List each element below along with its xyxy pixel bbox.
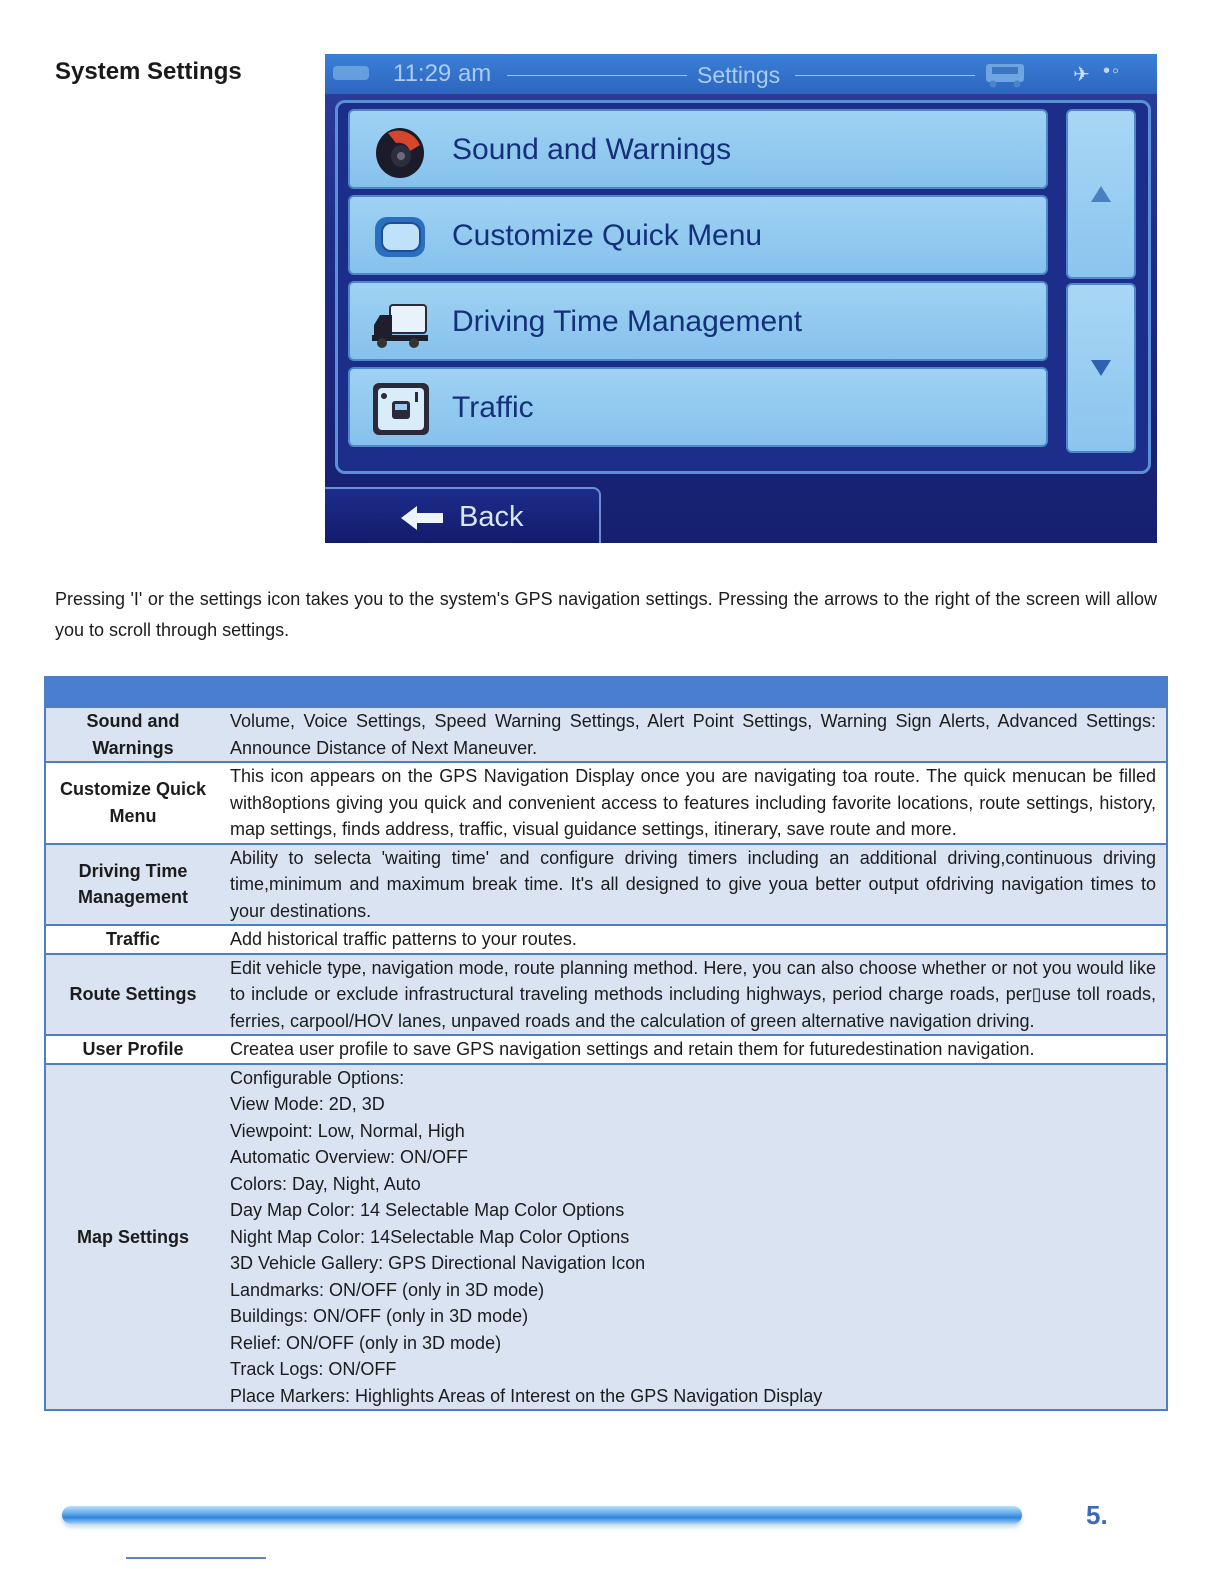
setting-description: Ability to selecta 'waiting time' and configure driving timers including an additional driving,continuous driving time,minimum and maximum break time. It's all designed to give youa better output ofdriving navigation times to your destinations. (220, 844, 1167, 926)
menu-item-label: Driving Time Management (452, 305, 803, 338)
menu-item-sound-warnings[interactable] (348, 109, 1048, 189)
map-option-line: Relief: ON/OFF (only in 3D mode) (230, 1332, 502, 1353)
table-header-row (45, 677, 1167, 707)
gps-settings-screenshot (325, 54, 1157, 543)
setting-name: Sound and Warnings (45, 707, 220, 762)
map-option-line: Day Map Color: 14 Selectable Map Color Options (230, 1200, 625, 1220)
battery-icon (333, 66, 369, 80)
map-option-line: Buildings: ON/OFF (only in 3D mode) (230, 1306, 529, 1326)
status-rule-left (507, 75, 687, 76)
menu-item-driving-time[interactable] (348, 281, 1048, 361)
status-rule-right (795, 75, 975, 76)
gps-status-bar (325, 54, 1157, 94)
traffic-icon (370, 381, 430, 437)
status-time: 11:29 am (393, 60, 492, 87)
settings-menu-panel (335, 100, 1151, 474)
arrow-up-icon (1089, 184, 1113, 204)
table-row (45, 707, 1167, 762)
setting-name: Route Settings (45, 954, 220, 1036)
setting-name: Map Settings (45, 1064, 220, 1411)
table-row (45, 1035, 1167, 1064)
table-row (45, 925, 1167, 954)
setting-name: User Profile (45, 1035, 220, 1064)
table-row (45, 844, 1167, 926)
menu-item-traffic[interactable] (348, 367, 1048, 447)
setting-description: Add historical traffic patterns to your routes. (220, 925, 1167, 954)
setting-description: Volume, Voice Settings, Speed Warning Settings, Alert Point Settings, Warning Sign Alerts, Advanced Settings: Announce Distance of Next Maneuver. (220, 707, 1167, 762)
map-option-line: Automatic Overview: ON/OFF (230, 1147, 469, 1167)
setting-name: Customize Quick Menu (45, 762, 220, 844)
map-option-line: Place Markers: Highlights Areas of Interest on the GPS Navigation Display (230, 1385, 823, 1406)
screen-title: Settings (697, 62, 781, 88)
map-option-line: Landmarks: ON/OFF (only in 3D mode) (230, 1279, 545, 1300)
menu-item-label: Sound and Warnings (452, 133, 732, 166)
back-arrow-icon (399, 505, 445, 531)
truck-icon (370, 295, 430, 351)
signal-icon: •◦ (1103, 60, 1122, 82)
settings-table (44, 676, 1168, 1411)
arrow-down-icon (1089, 358, 1113, 378)
map-option-line: Colors: Day, Night, Auto (230, 1173, 421, 1194)
section-title: System Settings (55, 58, 242, 85)
menu-item-customize-quick-menu[interactable] (348, 195, 1048, 275)
scroll-up-button[interactable] (1066, 109, 1136, 279)
setting-description: Createa user profile to save GPS navigation settings and retain them for futuredestination navigation. (220, 1035, 1167, 1064)
satellite-icon: ✈ (1073, 64, 1090, 86)
map-option-line: 3D Vehicle Gallery: GPS Directional Navigation Icon (230, 1253, 646, 1273)
back-button-label: Back (459, 501, 524, 533)
map-option-line: Night Map Color: 14Selectable Map Color Options (230, 1226, 630, 1247)
back-button[interactable] (325, 487, 601, 543)
scroll-down-button[interactable] (1066, 283, 1136, 453)
speaker-icon (370, 123, 430, 179)
map-option-line: Track Logs: ON/OFF (230, 1359, 397, 1379)
map-option-line: Viewpoint: Low, Normal, High (230, 1120, 465, 1141)
map-option-line: Configurable Options: (230, 1067, 405, 1088)
table-row (45, 1064, 1167, 1411)
quick-menu-icon (370, 209, 430, 265)
vehicle-icon (980, 60, 1030, 88)
footer-bar (62, 1506, 1022, 1524)
intro-paragraph: Pressing 'I' or the settings icon takes you to the system's GPS navigation settings. Pressing the arrows to the right of the screen will allow you to scroll through settings. (55, 589, 1157, 640)
table-row (45, 762, 1167, 844)
page-number: 5. (1086, 1500, 1108, 1530)
table-row (45, 954, 1167, 1036)
footer-rule (126, 1557, 266, 1559)
menu-item-label: Customize Quick Menu (452, 219, 763, 252)
setting-description: This icon appears on the GPS Navigation Display once you are navigating toa route. The quick menucan be filled with8options giving you quick and convenient access to features including favorite locations, route settings, history, map settings, finds address, traffic, visual guidance settings, itinerary, save route and more. (220, 762, 1167, 844)
setting-name: Driving Time Management (45, 844, 220, 926)
menu-item-label: Traffic (452, 391, 534, 424)
setting-description-list (220, 1064, 1167, 1411)
setting-description: Edit vehicle type, navigation mode, route planning method. Here, you can also choose whether or not you would like to include or exclude infrastructural traveling methods including highways, period charge roads, per▯use toll roads, ferries, carpool/HOV lanes, unpaved roads and the calculation of green alternative navigation driving. (220, 954, 1167, 1036)
map-option-line: View Mode: 2D, 3D (230, 1094, 385, 1114)
setting-name: Traffic (45, 925, 220, 954)
